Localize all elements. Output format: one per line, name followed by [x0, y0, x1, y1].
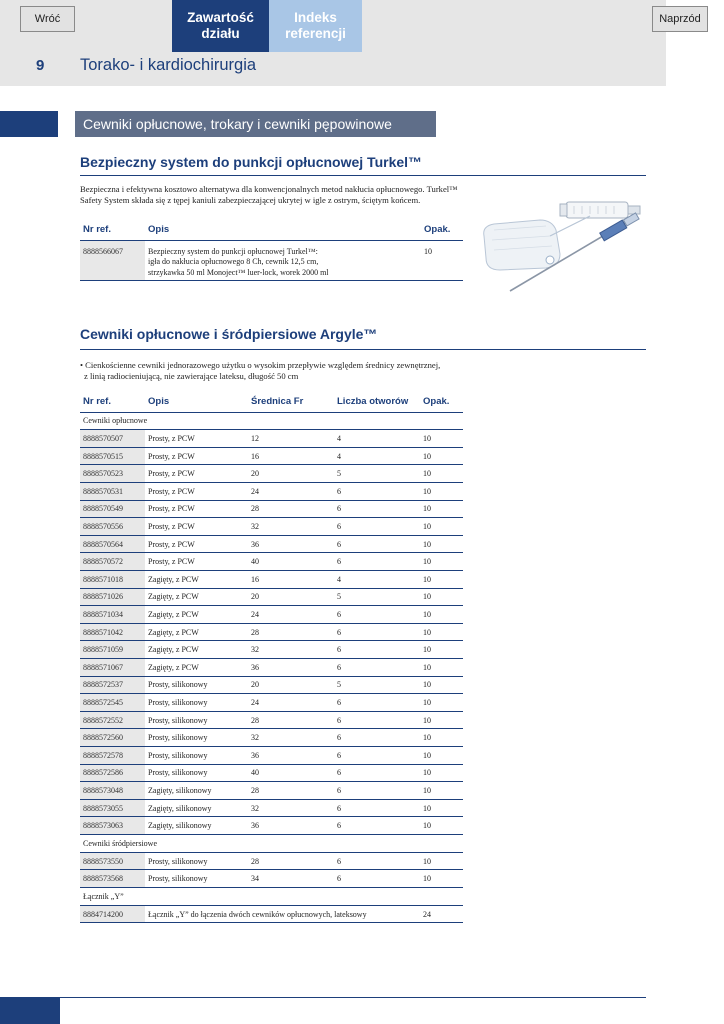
diameter-cell: 24 — [248, 606, 334, 624]
ref-cell: 8888573048 — [80, 782, 145, 800]
bullet-line: • Cienkościenne cewniki jednorazowego użytku o wysokim przepływie względem średnicy zewnętrznej, — [80, 360, 441, 370]
pack-cell: 10 — [420, 571, 463, 589]
ref-cell: 8888572578 — [80, 746, 145, 764]
holes-cell: 5 — [334, 588, 420, 606]
desc-cell: Zagięty, z PCW — [145, 659, 248, 677]
tab-section-contents-label: Zawartość działu — [187, 10, 254, 41]
footer-rule — [60, 997, 646, 998]
diameter-cell: 28 — [248, 852, 334, 870]
diameter-cell: 20 — [248, 465, 334, 483]
pack-cell: 10 — [420, 659, 463, 677]
ref-cell: 8888571034 — [80, 606, 145, 624]
holes-cell: 6 — [334, 764, 420, 782]
section-title: Cewniki opłucnowe, trokary i cewniki pępowinowe — [75, 111, 436, 137]
diameter-cell: 32 — [248, 518, 334, 536]
ref-cell: 8888572586 — [80, 764, 145, 782]
desc-cell: Prosty, z PCW — [145, 553, 248, 571]
pack-cell: 10 — [420, 817, 463, 835]
pack-cell: 10 — [420, 870, 463, 888]
holes-cell: 6 — [334, 500, 420, 518]
holes-cell: 6 — [334, 659, 420, 677]
section-bar-accent — [0, 111, 58, 137]
table-row — [80, 764, 463, 782]
argyle-heading: Cewniki opłucnowe i śródpiersiowe Argyle™ — [80, 326, 378, 342]
desc-cell: Prosty, z PCW — [145, 430, 248, 448]
holes-cell: 6 — [334, 483, 420, 501]
ref-cell: 8888573568 — [80, 870, 145, 888]
pack-cell: 10 — [420, 606, 463, 624]
argyle-table-body — [80, 412, 463, 923]
pack-cell: 10 — [420, 641, 463, 659]
group-label: Łącznik „Y” — [80, 887, 463, 905]
argyle-heading-rule — [80, 349, 646, 350]
holes-cell: 4 — [334, 447, 420, 465]
diameter-cell: 34 — [248, 870, 334, 888]
table-row — [80, 553, 463, 571]
holes-cell: 6 — [334, 782, 420, 800]
diameter-cell: 32 — [248, 799, 334, 817]
diameter-cell: 36 — [248, 746, 334, 764]
table-row — [80, 746, 463, 764]
pack-cell: 10 — [420, 483, 463, 501]
holes-cell: 6 — [334, 518, 420, 536]
holes-cell: 6 — [334, 729, 420, 747]
next-button[interactable]: Naprzód — [652, 6, 708, 32]
pack-cell: 10 — [420, 623, 463, 641]
holes-cell: 6 — [334, 799, 420, 817]
pack-cell: 10 — [420, 676, 463, 694]
table-row — [80, 606, 463, 624]
ref-cell: 8888572560 — [80, 729, 145, 747]
turkel-description: Bezpieczna i efektywna kosztowo alternatywa dla konwencjonalnych metod nakłucia opłucnowego. Turkel™ Safety System składa się z tępej kaniuli zabezpieczającej ukrytej w igle z ostrym, ściętym końcem. — [80, 184, 458, 205]
table-row — [80, 535, 463, 553]
ref-cell: 8884714200 — [80, 905, 145, 923]
group-label: Cewniki opłucnowe — [80, 412, 463, 430]
table-row — [80, 711, 463, 729]
table-group-row — [80, 887, 463, 905]
diameter-cell: 28 — [248, 500, 334, 518]
col-ref: Nr ref. — [80, 392, 145, 412]
ref-cell: 8888570507 — [80, 430, 145, 448]
turkel-heading-rule — [80, 175, 646, 176]
diameter-cell: 16 — [248, 571, 334, 589]
holes-cell: 5 — [334, 465, 420, 483]
pack-cell: 10 — [420, 782, 463, 800]
pack-cell: 10 — [420, 799, 463, 817]
table-row — [80, 518, 463, 536]
tab-reference-index[interactable] — [269, 0, 362, 52]
table-row — [80, 240, 463, 280]
bullet-line: z linią radiocieniującą, nie zawierające lateksu, długość 50 cm — [84, 371, 299, 381]
ref-cell: 8888571042 — [80, 623, 145, 641]
footer-accent — [0, 997, 60, 1024]
tab-reference-index-label: Indeks referencji — [285, 10, 346, 41]
table-row — [80, 676, 463, 694]
pack-cell: 10 — [420, 553, 463, 571]
table-group-row — [80, 834, 463, 852]
desc-cell: Prosty, silikonowy — [145, 729, 248, 747]
table-header-row — [80, 392, 463, 412]
catheter-kit-photo-icon — [480, 196, 646, 296]
table-row — [80, 659, 463, 677]
desc-cell: Zagięty, z PCW — [145, 606, 248, 624]
back-button[interactable]: Wróć — [20, 6, 75, 32]
holes-cell: 4 — [334, 571, 420, 589]
ref-cell: 8888571067 — [80, 659, 145, 677]
desc-cell: Prosty, silikonowy — [145, 764, 248, 782]
holes-cell: 6 — [334, 852, 420, 870]
desc-cell: Prosty, z PCW — [145, 483, 248, 501]
desc-line: strzykawka 50 ml Monoject™ luer-lock, worek 2000 ml — [148, 267, 329, 277]
table-row — [80, 729, 463, 747]
pack-cell: 10 — [420, 430, 463, 448]
holes-cell: 6 — [334, 711, 420, 729]
argyle-bullet — [80, 360, 480, 382]
diameter-cell: 36 — [248, 817, 334, 835]
ref-cell: 8888573550 — [80, 852, 145, 870]
page-number: 9 — [36, 57, 45, 74]
col-holes: Liczba otworów — [334, 392, 420, 412]
desc-cell: Zagięty, z PCW — [145, 623, 248, 641]
ref-cell: 8888570531 — [80, 483, 145, 501]
table-row — [80, 905, 463, 923]
group-label: Cewniki śródpiersiowe — [80, 834, 463, 852]
desc-cell: Prosty, z PCW — [145, 500, 248, 518]
pack-cell: 10 — [420, 465, 463, 483]
table-row — [80, 588, 463, 606]
col-pack: Opak. — [421, 220, 463, 240]
diameter-cell: 36 — [248, 535, 334, 553]
turkel-table — [80, 220, 463, 281]
holes-cell: 4 — [334, 430, 420, 448]
pack-cell: 10 — [420, 588, 463, 606]
ref-cell: 8888572545 — [80, 694, 145, 712]
diameter-cell: 28 — [248, 782, 334, 800]
col-desc: Opis — [145, 392, 248, 412]
argyle-table — [80, 392, 463, 923]
desc-cell: Prosty, silikonowy — [145, 694, 248, 712]
page-title: Torako- i kardiochirurgia — [80, 56, 257, 74]
pack-cell: 10 — [420, 711, 463, 729]
holes-cell: 6 — [334, 641, 420, 659]
ref-cell: 8888572537 — [80, 676, 145, 694]
holes-cell: 6 — [334, 606, 420, 624]
ref-cell: 8888570556 — [80, 518, 145, 536]
diameter-cell: 32 — [248, 729, 334, 747]
pack-cell: 24 — [420, 905, 463, 923]
pack-cell: 10 — [421, 240, 463, 280]
desc-cell: Prosty, z PCW — [145, 447, 248, 465]
table-row — [80, 623, 463, 641]
ref-cell: 8888570572 — [80, 553, 145, 571]
desc-line: igła do nakłucia opłucnowego 8 Ch, cewnik 12,5 cm, — [148, 257, 319, 266]
table-row — [80, 430, 463, 448]
desc-cell: Prosty, silikonowy — [145, 852, 248, 870]
diameter-cell: 32 — [248, 641, 334, 659]
table-row — [80, 641, 463, 659]
holes-cell: 6 — [334, 746, 420, 764]
diameter-cell: 40 — [248, 553, 334, 571]
desc-cell: Prosty, silikonowy — [145, 711, 248, 729]
holes-cell: 6 — [334, 817, 420, 835]
holes-cell: 5 — [334, 676, 420, 694]
table-row — [80, 571, 463, 589]
col-diameter: Średnica Fr — [248, 392, 334, 412]
pack-cell: 10 — [420, 500, 463, 518]
diameter-cell: 36 — [248, 659, 334, 677]
table-row — [80, 870, 463, 888]
pack-cell: 10 — [420, 746, 463, 764]
diameter-cell: 28 — [248, 623, 334, 641]
holes-cell: 6 — [334, 553, 420, 571]
turkel-heading: Bezpieczny system do punkcji opłucnowej Turkel™ — [80, 154, 423, 170]
diameter-cell: 12 — [248, 430, 334, 448]
ref-cell: 8888570515 — [80, 447, 145, 465]
pack-cell: 10 — [420, 764, 463, 782]
table-row — [80, 447, 463, 465]
table-row — [80, 483, 463, 501]
ref-cell: 8888570523 — [80, 465, 145, 483]
pack-cell: 10 — [420, 535, 463, 553]
desc-cell — [145, 240, 421, 280]
table-group-row — [80, 412, 463, 430]
ref-cell: 8888571059 — [80, 641, 145, 659]
desc-cell: Prosty, z PCW — [145, 535, 248, 553]
table-row — [80, 782, 463, 800]
pack-cell: 10 — [420, 518, 463, 536]
desc-cell: Prosty, silikonowy — [145, 746, 248, 764]
table-row — [80, 852, 463, 870]
ref-cell: 8888573055 — [80, 799, 145, 817]
diameter-cell: 20 — [248, 588, 334, 606]
diameter-cell: 40 — [248, 764, 334, 782]
pack-cell: 10 — [420, 447, 463, 465]
desc-cell: Prosty, silikonowy — [145, 870, 248, 888]
table-header-row — [80, 220, 463, 240]
ref-cell: 8888571018 — [80, 571, 145, 589]
holes-cell: 6 — [334, 694, 420, 712]
table-row — [80, 465, 463, 483]
desc-cell: Zagięty, silikonowy — [145, 799, 248, 817]
table-row — [80, 694, 463, 712]
desc-cell: Zagięty, silikonowy — [145, 782, 248, 800]
diameter-cell: 28 — [248, 711, 334, 729]
desc-cell: Zagięty, z PCW — [145, 571, 248, 589]
ref-cell: 8888573063 — [80, 817, 145, 835]
col-ref: Nr ref. — [80, 220, 145, 240]
table-row — [80, 799, 463, 817]
desc-cell: Zagięty, z PCW — [145, 641, 248, 659]
ref-cell: 8888570564 — [80, 535, 145, 553]
holes-cell: 6 — [334, 870, 420, 888]
pack-cell: 10 — [420, 694, 463, 712]
diameter-cell: 16 — [248, 447, 334, 465]
desc-cell: Zagięty, silikonowy — [145, 817, 248, 835]
col-pack: Opak. — [420, 392, 463, 412]
tab-section-contents[interactable] — [172, 0, 269, 52]
table-row — [80, 500, 463, 518]
desc-cell: Prosty, z PCW — [145, 518, 248, 536]
diameter-cell: 24 — [248, 483, 334, 501]
ref-cell: 8888572552 — [80, 711, 145, 729]
desc-line: Bezpieczny system do punkcji opłucnowej Turkel™: — [148, 246, 318, 256]
desc-cell: Zagięty, z PCW — [145, 588, 248, 606]
ref-cell: 8888571026 — [80, 588, 145, 606]
ref-cell: 8888570549 — [80, 500, 145, 518]
ref-cell: 8888566067 — [80, 240, 145, 280]
pack-cell: 10 — [420, 729, 463, 747]
diameter-cell: 20 — [248, 676, 334, 694]
table-row — [80, 817, 463, 835]
holes-cell: 6 — [334, 535, 420, 553]
col-desc: Opis — [145, 220, 421, 240]
holes-cell: 6 — [334, 623, 420, 641]
pack-cell: 10 — [420, 852, 463, 870]
desc-cell: Łącznik „Y” do łączenia dwóch cewników opłucnowych, lateksowy — [145, 905, 420, 923]
diameter-cell: 24 — [248, 694, 334, 712]
desc-cell: Prosty, silikonowy — [145, 676, 248, 694]
desc-cell: Prosty, z PCW — [145, 465, 248, 483]
